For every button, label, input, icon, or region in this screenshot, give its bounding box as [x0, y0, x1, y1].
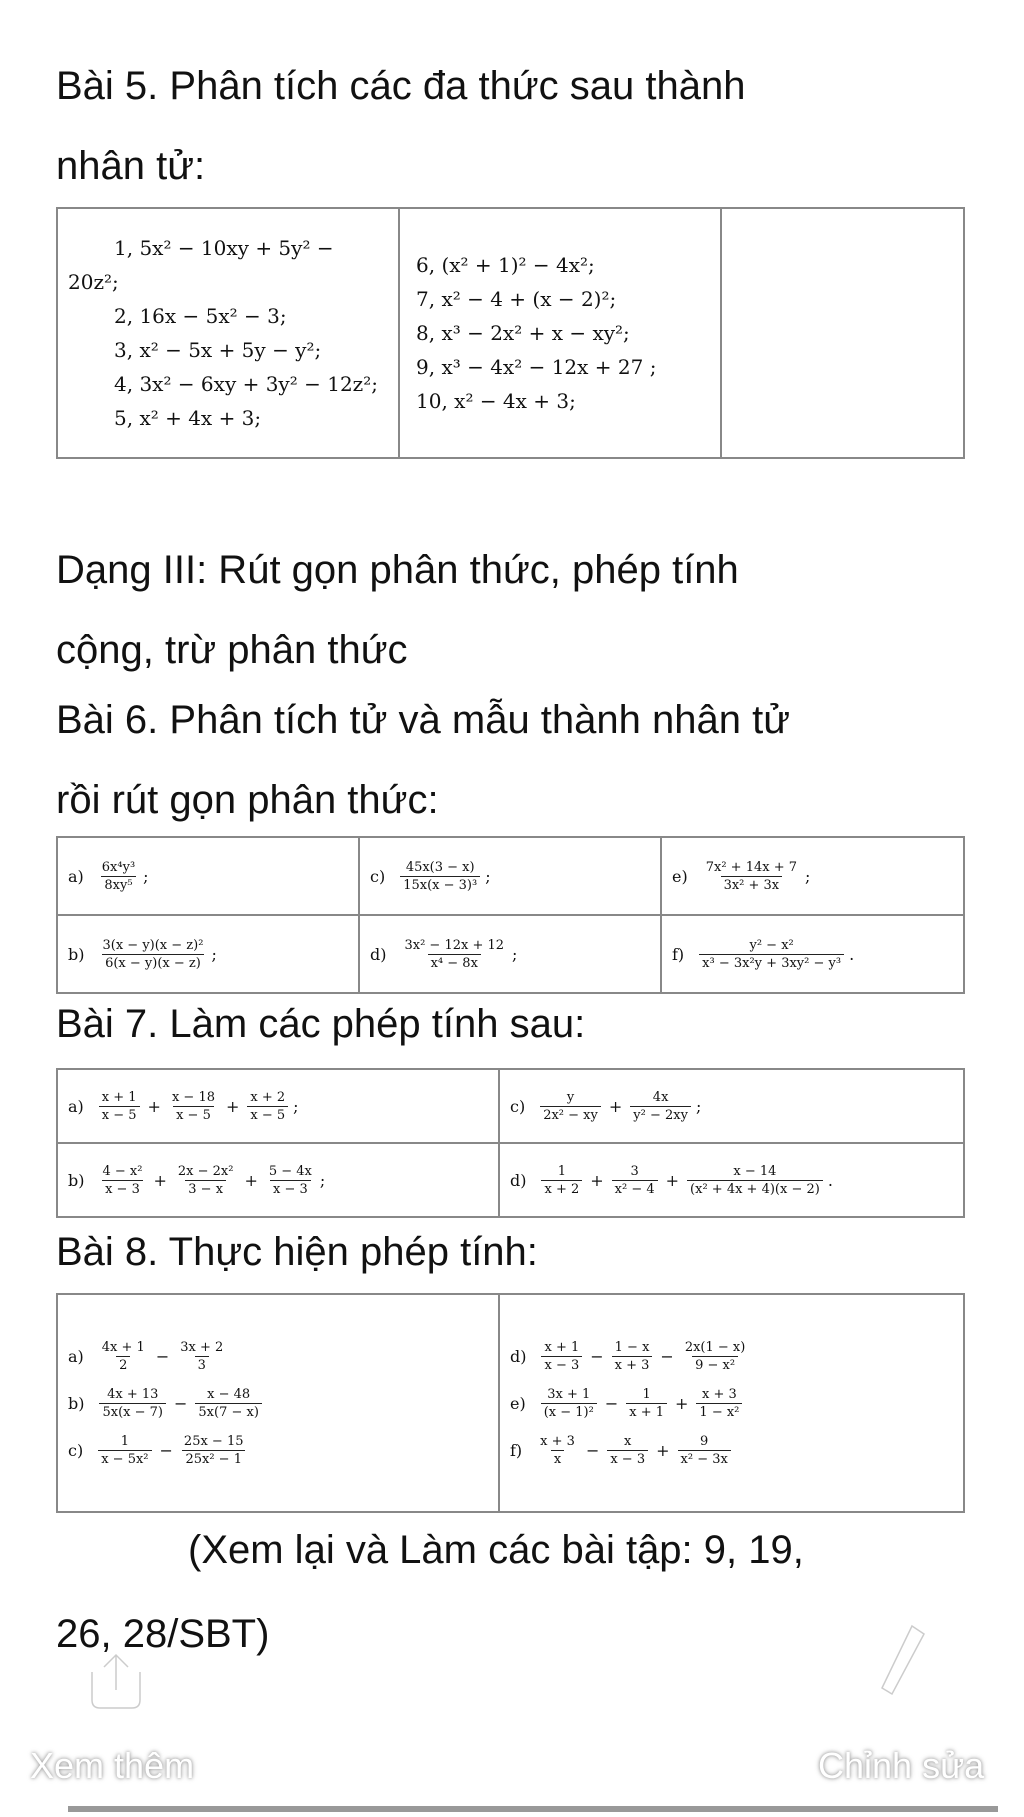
- bai5-item: 6, (x² + 1)² − 4x²;: [416, 253, 595, 277]
- bai5-item: 9, x³ − 4x² − 12x + 27 ;: [416, 355, 657, 379]
- bai6-cell: [359, 915, 661, 993]
- note-block: [56, 1520, 804, 1664]
- bai7-title: Bài 7. Làm các phép tính sau:: [56, 1002, 586, 1046]
- bai5-item: 2, 16x − 5x² − 3;: [114, 304, 287, 328]
- bai6-title-cont: rồi rút gọn phân thức:: [56, 778, 439, 822]
- bai8-heading: [56, 1222, 538, 1282]
- bai6-cell: [359, 837, 661, 915]
- exercise-7d: d) $\frac{1}{x + 2}$ + $\frac{3}{\text{x² − 4}}$ + $\frac{x - 14}{\text{(x² + 4x + 4)(x − 2)}}$ .: [510, 1163, 833, 1197]
- scrollbar[interactable]: [68, 1806, 998, 1812]
- exercise-6a: a) $\frac{\text{6x⁴y³}}{\text{8xy⁵}}$ ;: [68, 859, 149, 893]
- bai7-cell: [499, 1069, 964, 1143]
- bai5-item: 10, x² − 4x + 3;: [416, 389, 576, 413]
- bai5-item: 1, 5x² − 10xy + 5y² −: [114, 236, 334, 260]
- bai6-cell: [661, 915, 964, 993]
- bai5-title: Bài 5. Phân tích các đa thức sau thành: [56, 64, 746, 108]
- dang3-line1: Dạng III: Rút gọn phân thức, phép tính: [56, 548, 739, 592]
- exercise-7b: b) $\frac{\text{4 − x²}}{x - 3}$ + $\frac{\text{2x − 2x²}}{3 - x}$ + $\frac{5 - 4x}{x - 3}$ ;: [68, 1163, 326, 1197]
- exercise-8b: b) $\frac{4x + 13}{5x(x - 7)}$ − $\frac{x - 48}{5x(7 - x)}$: [68, 1387, 488, 1420]
- note-line1: (Xem lại và Làm các bài tập: 9, 19,: [188, 1528, 804, 1572]
- bai8-cell: [57, 1294, 499, 1512]
- bai7-cell: [57, 1143, 499, 1217]
- bai8-title: Bài 8. Thực hiện phép tính:: [56, 1230, 538, 1274]
- bai7-cell: [57, 1069, 499, 1143]
- bai6-cell: [57, 915, 359, 993]
- bai8-table: [56, 1293, 965, 1513]
- exercise-6f: f) $\frac{\text{y² − x²}}{\text{x³ − 3x²y + 3xy² − y³}}$ .: [672, 937, 855, 971]
- bai5-item: 20z²;: [68, 270, 119, 294]
- exercise-7c: c) $\frac{y}{\text{2x² − xy}}$ + $\frac{4x}{\text{y² − 2xy}}$ ;: [510, 1089, 702, 1123]
- exercise-8f: f) $\frac{x + 3}{x}$ − $\frac{x}{x - 3}$ + $\frac{9}{\text{x² − 3x}}$: [510, 1434, 953, 1467]
- bai5-title-cont: nhân tử:: [56, 144, 206, 188]
- bai5-table: [56, 207, 965, 459]
- exercise-8a: a) $\frac{4x + 1}{2}$ − $\frac{3x + 2}{3}$: [68, 1339, 224, 1373]
- exercise-6c: c) $\frac{45x(3 - x)}{\text{15x(x − 3)³}}$ ;: [370, 859, 491, 893]
- bai5-heading: [56, 56, 745, 196]
- bai7-heading: [56, 994, 585, 1054]
- edit-label[interactable]: Chỉnh sửa: [818, 1745, 985, 1786]
- see-more-button[interactable]: Xem thêm: [30, 1745, 195, 1786]
- bai5-item: 7, x² − 4 + (x − 2)²;: [416, 287, 617, 311]
- exercise-6d: d) $\frac{\text{3x² − 12x + 12}}{\text{x⁴ − 8x}}$ ;: [370, 937, 518, 971]
- dang3-heading: [56, 540, 739, 680]
- bai7-cell: [499, 1143, 964, 1217]
- bai6-cell: [661, 837, 964, 915]
- bai5-col3-empty: [721, 208, 964, 458]
- note-line2: 26, 28/SBT): [56, 1612, 270, 1656]
- bai5-col2: [399, 208, 721, 458]
- bai5-item: 8, x³ − 2x² + x − xy²;: [416, 321, 630, 345]
- exercise-8d: d) $\frac{x + 1}{x - 3}$ − $\frac{1 - x}{x + 3}$ − $\frac{2x(1 - x)}{\text{9 − x²}}$: [510, 1339, 746, 1373]
- bai5-item: 3, x² − 5x + 5y − y²;: [114, 338, 322, 362]
- bai6-table: [56, 836, 965, 994]
- bai7-table: [56, 1068, 965, 1218]
- exercise-7a: a) $\frac{x + 1}{x - 5}$ + $\frac{x - 18}{x - 5}$ + $\frac{x + 2}{x - 5}$ ;: [68, 1089, 299, 1123]
- exercise-8c: c) $\frac{1}{\text{x − 5x²}}$ − $\frac{25x - 15}{\text{25x² − 1}}$: [68, 1433, 244, 1467]
- share-button[interactable]: [80, 1650, 152, 1717]
- bai5-col1: [57, 208, 399, 458]
- bai8-cell: [499, 1294, 964, 1512]
- dang3-line2: cộng, trừ phân thức: [56, 628, 408, 672]
- bai6-heading: [56, 690, 790, 830]
- exercise-6b: b) $\frac{\text{3(x − y)(x − z)²}}{6(x - y)(x - z)}$ ;: [68, 937, 217, 971]
- share-icon: [80, 1650, 152, 1712]
- bai6-title: Bài 6. Phân tích tử và mẫu thành nhân tử: [56, 698, 791, 742]
- bai5-item: 5, x² + 4x + 3;: [114, 406, 262, 430]
- pen-icon: [870, 1620, 930, 1700]
- exercise-6e: e) $\frac{\text{7x² + 14x + 7}}{\text{3x² + 3x}}$ ;: [672, 859, 811, 893]
- exercise-8e: e) $\frac{3x + 1}{\text{(x − 1)²}}$ − $\frac{1}{x + 1}$ + $\frac{x + 3}{\text{1 − x²}}$: [510, 1387, 953, 1420]
- bai6-cell: [57, 837, 359, 915]
- bai5-item: 4, 3x² − 6xy + 3y² − 12z²;: [114, 372, 378, 396]
- edit-button[interactable]: [870, 1620, 930, 1705]
